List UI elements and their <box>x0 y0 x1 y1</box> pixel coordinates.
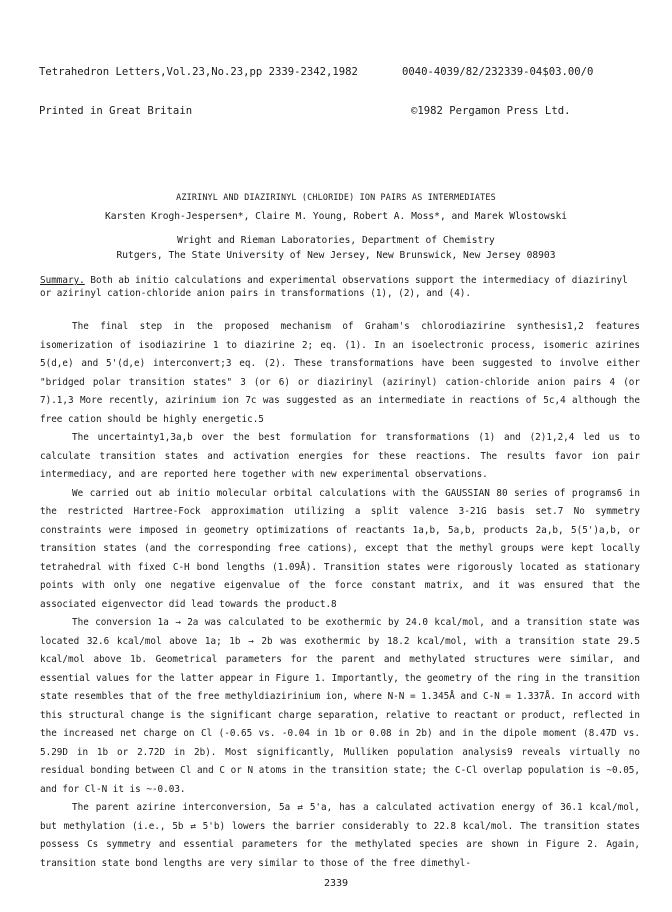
summary-label: Summary. <box>40 275 85 286</box>
page-number: 2339 <box>323 878 349 889</box>
article-body <box>40 318 640 873</box>
summary-text: Both ab initio calculations and experimental observations support the intermediacy of diazirinyl or azirinyl cation-chloride anion pairs in transformations (1), (2), and (4). <box>40 275 628 299</box>
issn-line: 0040-4039/82/232339-04$03.00/0 <box>402 66 594 78</box>
affiliation-department: Wright and Rieman Laboratories, Department of Chemistry <box>177 235 495 246</box>
affiliation-university: Rutgers, The State University of New Jersey, New Brunswick, New Jersey 08903 <box>116 250 556 261</box>
body-paragraph: The uncertainty1,3a,b over the best formulation for transformations (1) and (2)1,2,4 led us to calculate transition states and activation energies for these reactions. The results favor ion pair intermediacy, and are reported here together with new experimental observations. <box>40 432 640 480</box>
printed-in-line: Printed in Great Britain <box>39 105 193 117</box>
copyright-block <box>402 40 593 144</box>
body-paragraph: The conversion 1a → 2a was calculated to be exothermic by 24.0 kcal/mol, and a transition state was located 32.6 kcal/mol above 1a; 1b → 2b was exothermic by 18.2 kcal/mol, with a transition state 29.5 kcal/mol above 1b. Geometrical parameters for the parent and methylated structures were similar, and essential values for the latter appear in Figure 1. Importantly, the geometry of the ring in the transition state resembles that of the free methyldiazirinium ion, where N-N = 1.345Å and C-N = 1.337Å. In accord with this structural change is the significant charge separation, relative to reactant or product, reflected in the increased net charge on Cl (-0.65 vs. -0.04 in 1b or 0.08 in 2b) and in the dipole moment (8.47D vs. 5.29D in 1b or 2.72D in 2b). Most significantly, Mulliken population analysis9 reveals virtually no residual bonding between Cl and C or N atoms in the transition state; the C-Cl overlap population is ~0.05, and for Cl-N it is ~-0.03. <box>40 617 640 795</box>
summary <box>40 274 640 300</box>
body-paragraph: We carried out ab initio molecular orbital calculations with the GAUSSIAN 80 series of programs6 in the restricted Hartree-Fock approximation utilizing a split valence 3-21G basis set.7 No symmetry constraints were imposed in geometry optimizations of reactants 1a,b, 5a,b, products 2a,b, 5(5')a,b, or transition states (and the corresponding free cations), except that the methyl groups were kept locally tetrahedral with fixed C-H bond lengths (1.09Å). Transition states were rigorously located as stationary points with only one negative eigenvalue of the force constant matrix, and it was ensured that the associated eigenvector did lead towards the product.8 <box>40 487 640 610</box>
citation-line: Tetrahedron Letters,Vol.23,No.23,pp 2339-2342,1982 <box>39 66 358 78</box>
copyright-line: ©1982 Pergamon Press Ltd. <box>411 105 571 117</box>
article-title: AZIRINYL AND DIAZIRINYL (CHLORIDE) ION PAIRS AS INTERMEDIATES <box>176 192 496 202</box>
author-list: Karsten Krogh-Jespersen*, Claire M. Young, Robert A. Moss*, and Marek Wlostowski <box>104 211 568 222</box>
body-paragraph: The final step in the proposed mechanism of Graham's chlorodiazirine synthesis1,2 features isomerization of isodiazirine 1 to diazirine 2; eq. (1). In an isoelectronic process, isomeric azirines 5(d,e) and 5'(d,e) interconvert;3 eq. (2). These transformations have been suggested to involve either "bridged polar transition states" 3 (or 6) or diazirinyl (azirinyl) cation-chloride anion pairs 4 (or 7).1,3 More recently, azirinium ion 7c was suggested as an intermediate in reactions of 5c,4 although the free cation should be highly energetic.5 <box>40 321 640 425</box>
body-paragraph: The parent azirine interconversion, 5a ⇄ 5'a, has a calculated activation energy of 36.1 kcal/mol, but methylation (i.e., 5b ⇄ 5'b) lowers the barrier considerably to 22.8 kcal/mol. The transition states possess Cs symmetry and essential parameters for the methylated species are shown in Figure 2. Again, transition state bond lengths are very similar to those of the free dimethyl- <box>40 802 640 869</box>
journal-citation <box>39 40 358 144</box>
